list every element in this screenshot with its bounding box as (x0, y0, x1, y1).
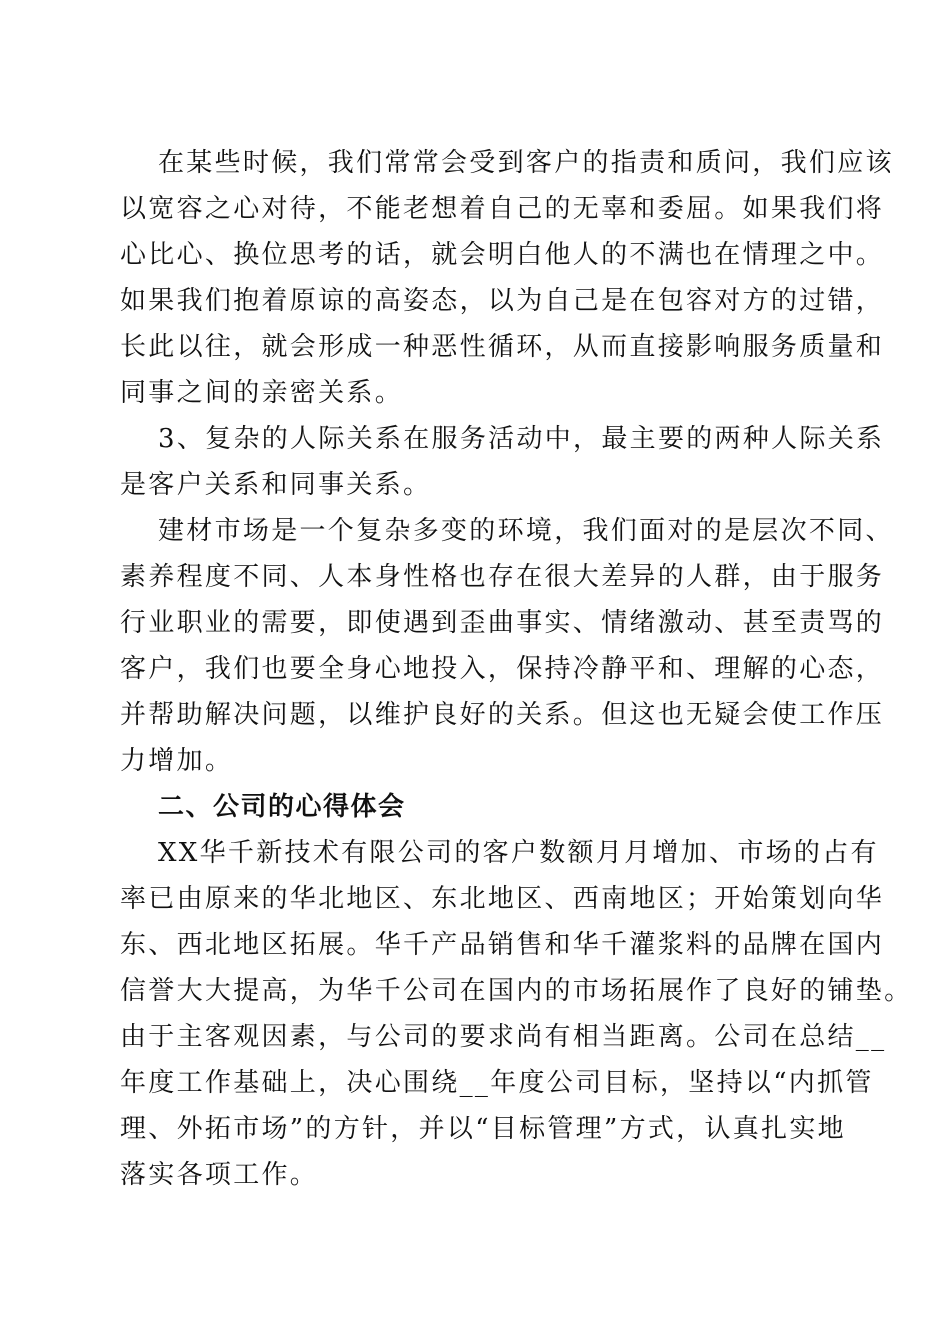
paragraph-line: 率已由原来的华北地区、东北地区、西南地区；开始策划向华 (120, 884, 885, 914)
paragraph-line: 并帮助解决问题，以维护良好的关系。但这也无疑会使工作压 (120, 700, 885, 730)
paragraph-line: 落实各项工作。 (120, 1160, 319, 1190)
paragraph-line: 由于主客观因素，与公司的要求尚有相当距离。公司在总结__ (120, 1022, 887, 1052)
paragraph-line: 心比心、换位思考的话，就会明白他人的不满也在情理之中。 (120, 240, 885, 270)
paragraph-tolerance (120, 140, 894, 416)
paragraph-line: 同事之间的亲密关系。 (120, 378, 404, 408)
paragraph-line: 以宽容之心对待，不能老想着自己的无辜和委屈。如果我们将 (120, 194, 885, 224)
paragraph-line: 年度工作基础上，决心围绕__年度公司目标，坚持以“内抓管 (120, 1068, 874, 1098)
paragraph-line: XX华千新技术有限公司的客户数额月月增加、市场的占有 (158, 838, 879, 868)
document-page (120, 140, 913, 1198)
paragraph-line: 力增加。 (120, 746, 234, 776)
paragraph-line: 3、复杂的人际关系在服务活动中，最主要的两种人际关系 (158, 424, 885, 454)
paragraph-line: 理、外拓市场”的方针，并以“目标管理”方式，认真扎实地 (120, 1114, 846, 1144)
paragraph-market (120, 508, 894, 784)
section-heading: 二、公司的心得体会 (158, 792, 406, 822)
paragraph-company (120, 830, 913, 1198)
paragraph-line: 行业职业的需要，即使遇到歪曲事实、情绪激动、甚至责骂的 (120, 608, 885, 638)
paragraph-line: 是客户关系和同事关系。 (120, 470, 432, 500)
paragraph-line: 素养程度不同、人本身性格也存在很大差异的人群，由于服务 (120, 562, 885, 592)
paragraph-line: 信誉大大提高，为华千公司在国内的市场拓展作了良好的铺垫。 (120, 976, 913, 1006)
paragraph-line: 长此以往，就会形成一种恶性循环，从而直接影响服务质量和 (120, 332, 885, 362)
paragraph-line: 建材市场是一个复杂多变的环境，我们面对的是层次不同、 (158, 516, 894, 546)
paragraph-line: 东、西北地区拓展。华千产品销售和华千灌浆料的品牌在国内 (120, 930, 885, 960)
paragraph-line: 在某些时候，我们常常会受到客户的指责和质问，我们应该 (158, 148, 894, 178)
paragraph-line: 如果我们抱着原谅的高姿态，以为自己是在包容对方的过错， (120, 286, 885, 316)
paragraph-item-3 (120, 416, 885, 508)
paragraph-line: 客户，我们也要全身心地投入，保持冷静平和、理解的心态， (120, 654, 885, 684)
